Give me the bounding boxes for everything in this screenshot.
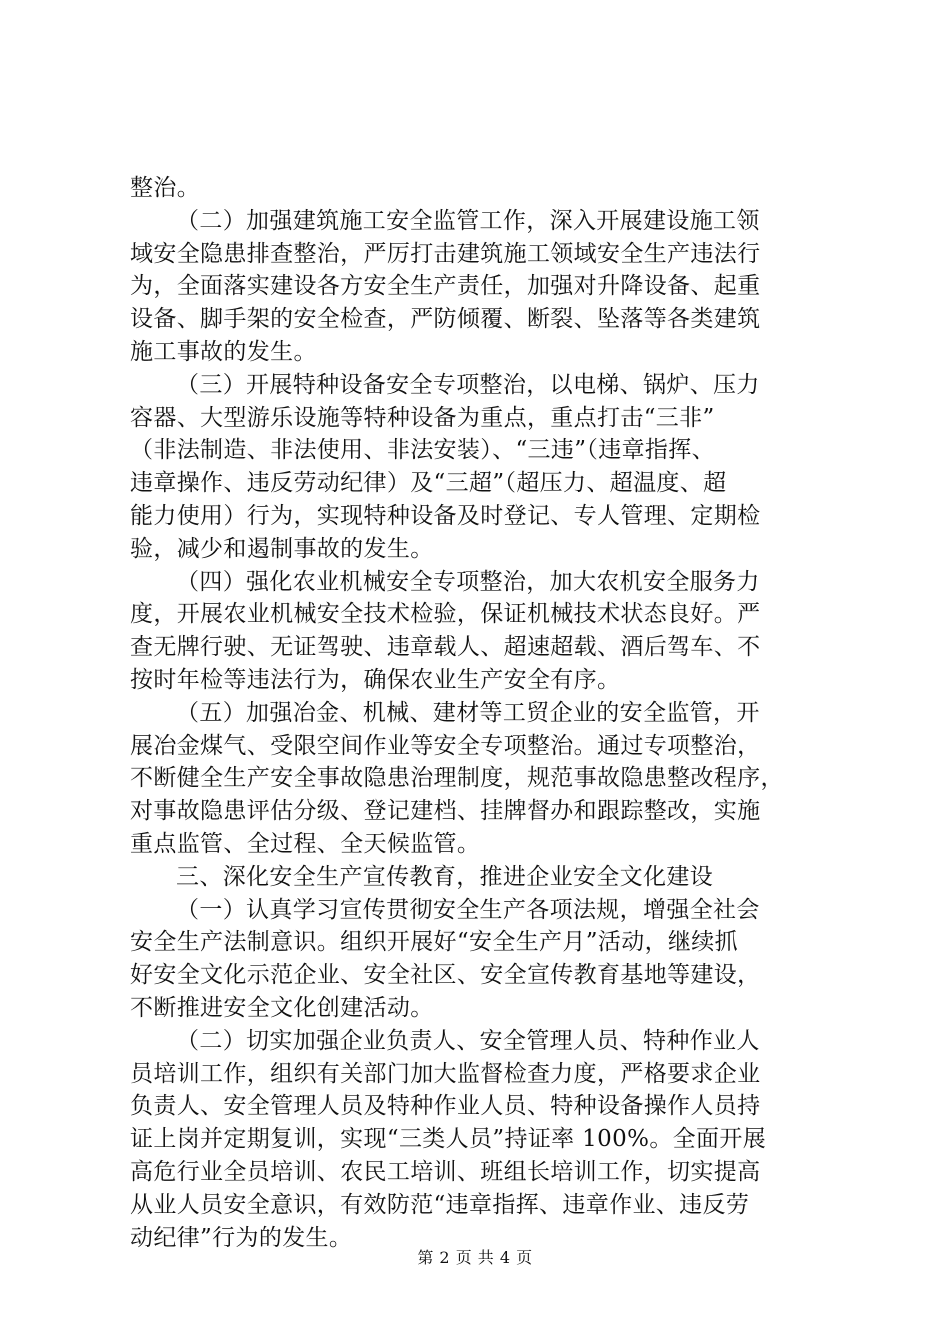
document-body — [130, 172, 832, 1254]
text-line: 安全生产法制意识。组织开展好“安全生产月”活动，继续抓 — [130, 929, 738, 956]
text-line: 按时年检等违法行为，确保农业生产安全有序。 — [130, 666, 621, 693]
text-line: 查无牌行驶、无证驾驶、违章载人、超速超载、酒后驾车、不 — [130, 634, 761, 661]
text-line: 整治。 — [130, 175, 201, 201]
page-footer: 第 2 页 共 4 页 — [417, 1248, 533, 1267]
text-line: 为，全面落实建设各方安全生产责任，加强对升降设备、起重 — [130, 273, 761, 300]
text-line: 设备、脚手架的安全检查，严防倾覆、断裂、坠落等各类建筑 — [130, 306, 761, 333]
text-line: 员培训工作，组织有关部门加大监督检查力度，严格要求企业 — [130, 1060, 761, 1087]
text-line: 高危行业全员培训、农民工培训、班组长培训工作，切实提高 — [130, 1158, 761, 1185]
text-line: 证上岗并定期复训，实现“三类人员”持证率 100%。全面开展 — [130, 1126, 767, 1153]
text-line: 施工事故的发生。 — [130, 338, 317, 365]
text-line: （非法制造、非法使用、非法安装）、“三违”（违章指挥、 — [130, 437, 715, 464]
text-line: 好安全文化示范企业、安全社区、安全宣传教育基地等建设， — [130, 962, 761, 989]
text-line: 不断推进安全文化创建活动。 — [130, 994, 434, 1021]
text-line: 能力使用）行为，实现特种设备及时登记、专人管理、定期检 — [130, 502, 761, 529]
text-line: 三、深化安全生产宣传教育，推进企业安全文化建设 — [176, 863, 714, 890]
text-line: 度，开展农业机械安全技术检验，保证机械技术状态良好。严 — [130, 601, 761, 628]
text-line: 负责人、安全管理人员及特种作业人员、特种设备操作人员持 — [130, 1093, 761, 1120]
text-line: 动纪律”行为的发生。 — [130, 1224, 353, 1251]
text-line: 域安全隐患排查整治，严厉打击建筑施工领域安全生产违法行 — [130, 240, 761, 267]
text-line: 展冶金煤气、受限空间作业等安全专项整治。通过专项整治， — [130, 732, 761, 759]
text-line: （二）切实加强企业负责人、安全管理人员、特种作业人 — [176, 1027, 760, 1054]
text-line: 重点监管、全过程、全天候监管。 — [130, 830, 481, 857]
text-line: 不断健全生产安全事故隐患治理制度，规范事故隐患整改程序， — [130, 765, 784, 792]
text-line: 对事故隐患评估分级、登记建档、挂牌督办和跟踪整改，实施 — [130, 798, 761, 825]
text-line: （一）认真学习宣传贯彻安全生产各项法规，增强全社会 — [176, 896, 760, 923]
text-line: （二）加强建筑施工安全监管工作，深入开展建设施工领 — [176, 207, 760, 234]
text-line: （三）开展特种设备安全专项整治，以电梯、锅炉、压力 — [176, 371, 760, 398]
text-line: 容器、大型游乐设施等特种设备为重点，重点打击“三非” — [130, 404, 715, 431]
text-line: 验，减少和遏制事故的发生。 — [130, 535, 434, 562]
text-line: （四）强化农业机械安全专项整治，加大农机安全服务力 — [176, 568, 760, 595]
text-line: （五）加强冶金、机械、建材等工贸企业的安全监管，开 — [176, 699, 760, 726]
text-line: 从业人员安全意识，有效防范“违章指挥、违章作业、违反劳 — [130, 1191, 750, 1218]
text-line: 违章操作、违反劳动纪律）及“三超”（超压力、超温度、超 — [130, 470, 727, 497]
